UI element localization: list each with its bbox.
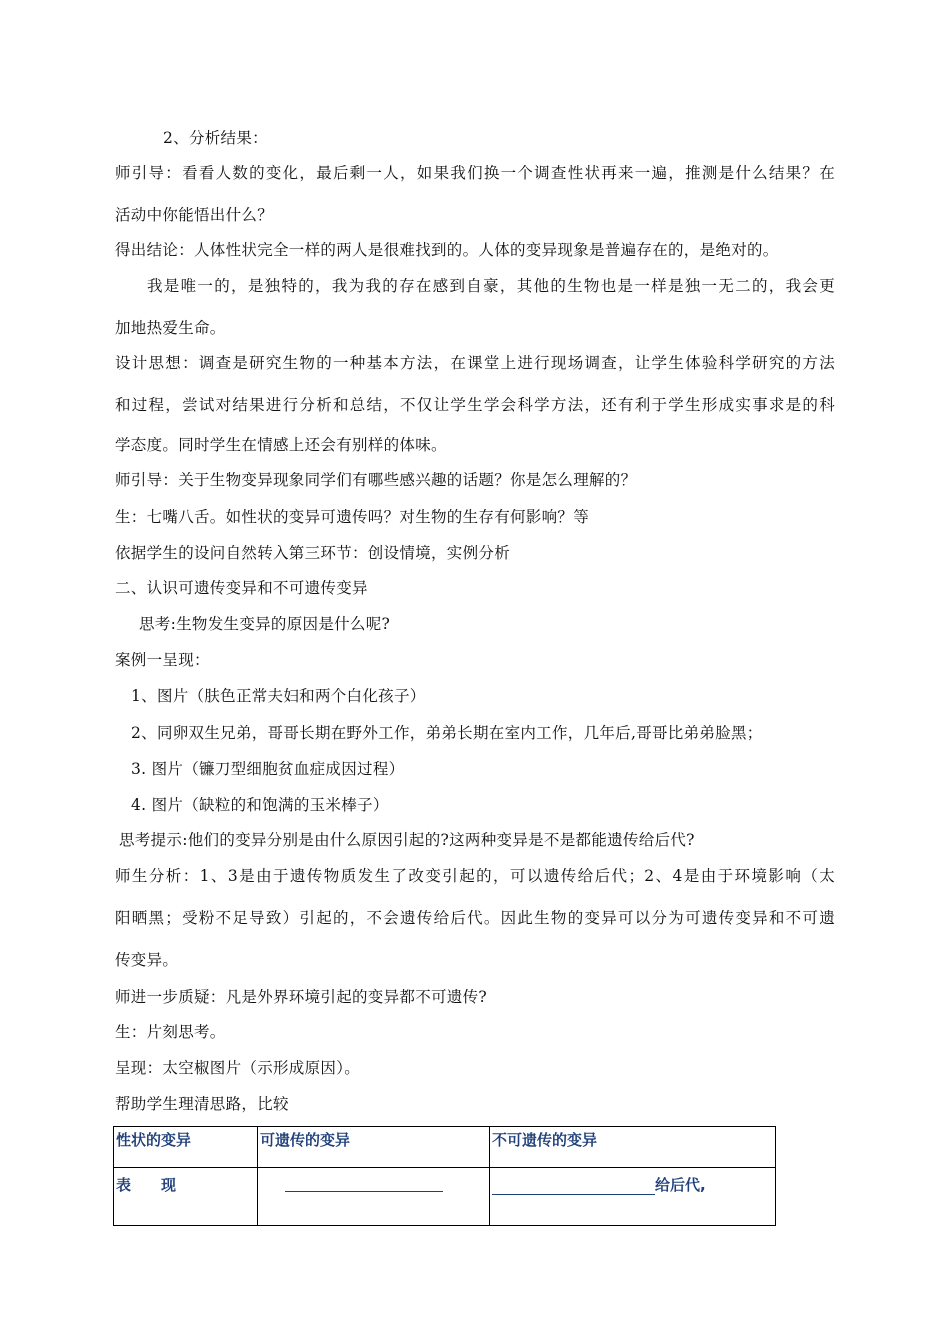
paragraph-line: 师生分析：1、3是由于遗传物质发生了改变引起的，可以遗传给后代；2、4是由于环境影响（太 [115, 867, 835, 885]
table-cell [490, 1168, 776, 1226]
paragraph-line: 依据学生的设问自然转入第三环节：创设情境，实例分析 [115, 544, 511, 562]
table-header-cell: 不可遗传的变异 [490, 1127, 776, 1168]
table-header-row [114, 1127, 776, 1168]
paragraph-line: 思考:生物发生变异的原因是什么呢? [139, 615, 391, 633]
paragraph-line: 活动中你能悟出什么？ [115, 206, 274, 224]
list-item: 4. 图片（缺粒的和饱满的玉米棒子） [131, 796, 389, 814]
paragraph-line: 师进一步质疑：凡是外界环境引起的变异都不可遗传? [115, 988, 488, 1006]
paragraph-line: 师引导：看看人数的变化，最后剩一人，如果我们换一个调查性状再来一遍，推测是什么结果？在 [115, 164, 835, 182]
section-heading: 2、分析结果： [163, 129, 268, 147]
section-heading: 二、认识可遗传变异和不可遗传变异 [115, 579, 368, 597]
table-row [114, 1168, 776, 1226]
list-item: 2、同卵双生兄弟，哥哥长期在野外工作，弟弟长期在室内工作，几年后,哥哥比弟弟脸黑； [131, 724, 763, 742]
paragraph-line: 呈现：太空椒图片（示形成原因）。 [115, 1059, 361, 1077]
paragraph-line: 生：片刻思考。 [115, 1023, 226, 1041]
cell-suffix-text: 给后代, [655, 1176, 706, 1194]
paragraph-line: 学态度。同时学生在情感上还会有别样的体味。 [115, 436, 447, 454]
comparison-table [113, 1126, 776, 1226]
paragraph-line: 案例一呈现： [115, 651, 210, 669]
table-row-label [114, 1168, 258, 1226]
list-item: 1、图片（肤色正常夫妇和两个白化孩子） [131, 687, 426, 705]
paragraph-line: 设计思想：调查是研究生物的一种基本方法，在课堂上进行现场调查，让学生体验科学研究的方法 [115, 354, 835, 372]
paragraph-line: 帮助学生理清思路，比较 [115, 1095, 289, 1113]
table-cell [258, 1168, 490, 1226]
paragraph-line: 传变异。 [115, 951, 179, 969]
paragraph-line: 生：七嘴八舌。如性状的变异可遗传吗？对生物的生存有何影响？等 [115, 508, 590, 526]
paragraph-line: 阳晒黑；受粉不足导致）引起的，不会遗传给后代。因此生物的变异可以分为可遗传变异和不可遗 [115, 909, 835, 927]
list-item: 3. 图片（镰刀型细胞贫血症成因过程） [131, 760, 405, 778]
paragraph-line: 我是唯一的，是独特的，我为我的存在感到自豪，其他的生物也是一样是独一无二的，我会更 [147, 277, 835, 295]
row-label-text: 表 现 [116, 1176, 177, 1194]
fill-in-blank [285, 1176, 443, 1192]
paragraph-line: 师引导：关于生物变异现象同学们有哪些感兴趣的话题？你是怎么理解的？ [115, 471, 637, 489]
fill-in-blank [492, 1179, 655, 1195]
paragraph-line: 得出结论：人体性状完全一样的两人是很难找到的。人体的变异现象是普遍存在的，是绝对的。 [115, 241, 779, 259]
table-header-cell: 性状的变异 [114, 1127, 258, 1168]
paragraph-line: 和过程，尝试对结果进行分析和总结，不仅让学生学会科学方法，还有利于学生形成实事求是的科 [115, 396, 835, 414]
paragraph-line: 加地热爱生命。 [115, 319, 226, 337]
paragraph-line: 思考提示:他们的变异分别是由什么原因引起的?这两种变异是不是都能遗传给后代? [119, 831, 695, 849]
table-header-cell: 可遗传的变异 [258, 1127, 490, 1168]
